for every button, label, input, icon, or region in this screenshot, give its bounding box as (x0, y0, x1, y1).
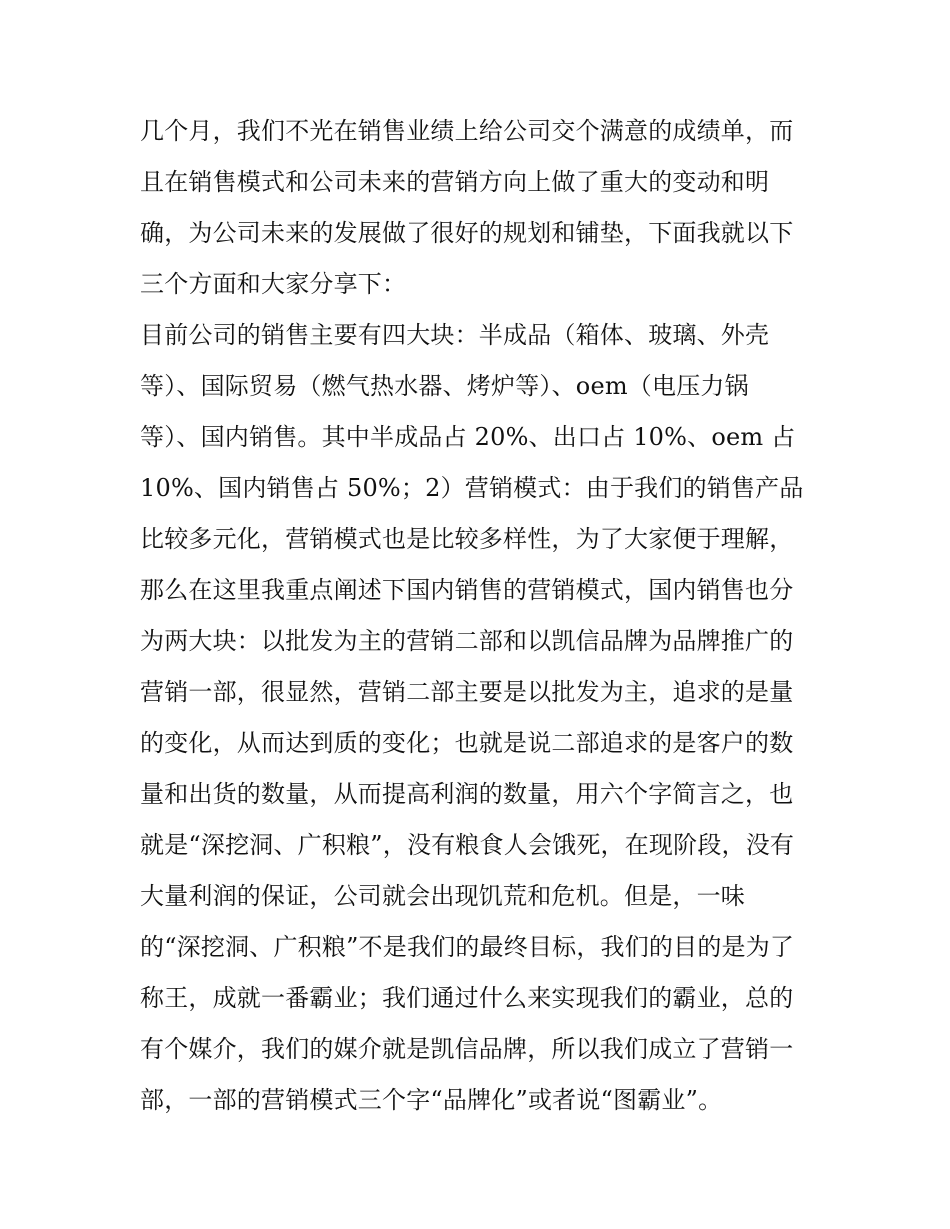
text-line: 且在销售模式和公司未来的营销方向上做了重大的变动和明 (140, 168, 770, 196)
document-body (140, 106, 812, 1126)
text-line: 部，一部的营销模式三个字“品牌化”或者说“图霸业”。 (140, 1086, 723, 1114)
text-line: 有个媒介，我们的媒介就是凯信品牌，所以我们成立了营销一 (140, 1035, 794, 1063)
text-line: 等）、国际贸易（燃气热水器、烤炉等）、oem（电压力锅 (140, 372, 749, 400)
text-line: 营销一部，很显然，营销二部主要是以批发为主，追求的是量 (140, 678, 794, 706)
text-line: 几个月，我们不光在销售业绩上给公司交个满意的成绩单，而 (140, 117, 794, 145)
text-line: 确，为公司未来的发展做了很好的规划和铺垫，下面我就以下 (140, 219, 794, 247)
text-line: 大量利润的保证，公司就会出现饥荒和危机。但是，一味 (140, 882, 745, 910)
text-line: 目前公司的销售主要有四大块：半成品（箱体、玻璃、外壳 (140, 321, 770, 349)
text-line: 的“深挖洞、广积粮”不是我们的最终目标，我们的目的是为了 (140, 933, 795, 961)
text-line: 量和出货的数量，从而提高利润的数量，用六个字简言之，也 (140, 780, 794, 808)
text-line: 比较多元化，营销模式也是比较多样性，为了大家便于理解， (140, 525, 794, 553)
text-line: 称王，成就一番霸业；我们通过什么来实现我们的霸业，总的 (140, 984, 794, 1012)
text-line: 那么在这里我重点阐述下国内销售的营销模式，国内销售也分 (140, 576, 794, 604)
text-line: 10%、国内销售占 50%；2）营销模式：由于我们的销售产品 (140, 474, 804, 502)
text-line: 的变化，从而达到质的变化；也就是说二部追求的是客户的数 (140, 729, 794, 757)
text-line: 三个方面和大家分享下： (140, 270, 407, 298)
text-line: 为两大块：以批发为主的营销二部和以凯信品牌为品牌推广的 (140, 627, 794, 655)
text-line: 等）、国内销售。其中半成品占 20%、出口占 10%、oem 占 (140, 423, 796, 451)
text-line: 就是“深挖洞、广积粮”，没有粮食人会饿死，在现阶段，没有 (140, 831, 795, 859)
